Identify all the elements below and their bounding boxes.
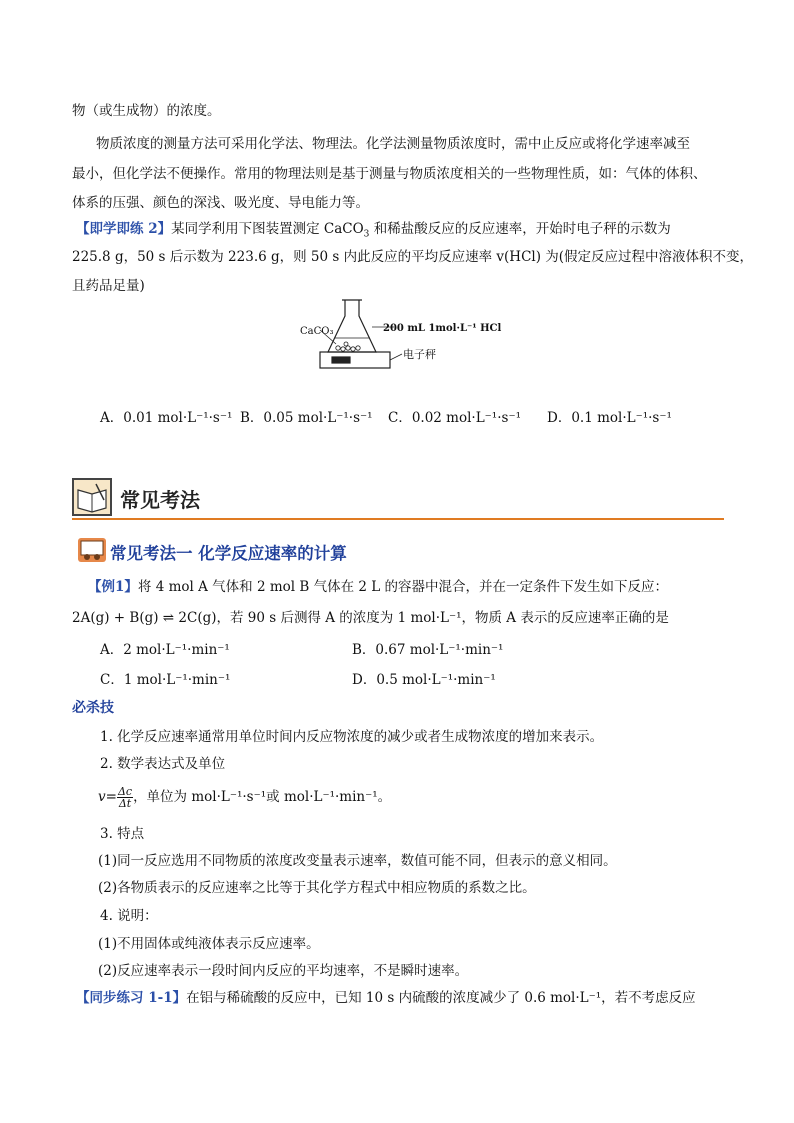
tips-point-1: 1. 化学反应速率通常用单位时间内反应物浓度的减少或者生成物浓度的增加来表示。 bbox=[100, 729, 604, 745]
tips-point-3-2: (2)各物质表示的反应速率之比等于其化学方程式中相应物质的系数之比。 bbox=[98, 880, 536, 896]
tips-formula bbox=[98, 785, 391, 809]
section-title: 常见考法 bbox=[120, 488, 200, 512]
tips-point-2: 2. 数学表达式及单位 bbox=[100, 756, 226, 772]
label-caco3: CaCO₃ bbox=[300, 326, 334, 337]
example1-option-a: A．2 mol·L⁻¹·min⁻¹ bbox=[100, 642, 230, 658]
exercise2-text-b: 和稀盐酸反应的反应速率，开始时电子秤的示数为 bbox=[369, 221, 671, 237]
tips-point-4: 4. 说明： bbox=[100, 908, 158, 924]
sync-exercise-line bbox=[76, 988, 696, 1008]
scale-icon bbox=[320, 352, 390, 368]
intro-line-1: 物（或生成物）的浓度。 bbox=[72, 103, 221, 119]
caco3-solid-icon bbox=[336, 342, 360, 351]
tips-point-4-2: (2)反应速率表示一段时间内反应的平均速率，不是瞬时速率。 bbox=[98, 963, 469, 979]
intro-line-3: 最小，但化学法不便操作。常用的物理法则是基于测量与物质浓度相关的一些物理性质，如：气体的体积、 bbox=[72, 166, 707, 182]
teacher-icon bbox=[78, 538, 106, 562]
label-scale: 电子秤 bbox=[403, 348, 436, 361]
label-hcl: 200 mL 1mol·L⁻¹ HCl bbox=[383, 323, 502, 334]
exercise2-tag: 【即学即练 2】 bbox=[76, 221, 172, 237]
example1-option-c: C．1 mol·L⁻¹·min⁻¹ bbox=[100, 672, 231, 688]
exercise2-option-c: C．0.02 mol·L⁻¹·s⁻¹ bbox=[388, 410, 521, 426]
example1-line-1 bbox=[88, 577, 668, 597]
formula-units: ，单位为 mol·L⁻¹·s⁻¹或 mol·L⁻¹·min⁻¹。 bbox=[133, 789, 392, 805]
tips-title: 必杀技 bbox=[72, 700, 114, 716]
apparatus-figure bbox=[290, 294, 520, 378]
formula-fraction bbox=[117, 786, 133, 809]
exercise2-line-1 bbox=[76, 219, 671, 239]
exercise2-text-a: 某同学利用下图装置测定 CaCO bbox=[171, 221, 364, 237]
tips-point-3-1: (1)同一反应选用不同物质的浓度改变量表示速率，数值可能不同，但表示的意义相同。 bbox=[98, 853, 617, 869]
example1-line-2: 2A(g) + B(g) ⇌ 2C(g)，若 90 s 后测得 A 的浓度为 1 mol·L⁻¹，物质 A 表示的反应速率正确的是 bbox=[72, 610, 669, 626]
formula-numerator: Δc bbox=[117, 785, 133, 798]
section-heading bbox=[72, 478, 724, 520]
exercise2-option-d: D．0.1 mol·L⁻¹·s⁻¹ bbox=[547, 410, 672, 426]
subsection-title: 常见考法一 化学反应速率的计算 bbox=[110, 544, 347, 563]
example1-option-d: D．0.5 mol·L⁻¹·min⁻¹ bbox=[352, 672, 496, 688]
sync-exercise-text: 在铝与稀硫酸的反应中，已知 10 s 内硫酸的浓度减少了 0.6 mol·L⁻¹，若不考虑反应 bbox=[186, 990, 696, 1006]
exercise2-sub: 3 bbox=[363, 229, 370, 240]
exercise2-option-b: B．0.05 mol·L⁻¹·s⁻¹ bbox=[240, 410, 373, 426]
flask-icon bbox=[328, 300, 376, 352]
tips-point-3: 3. 特点 bbox=[100, 826, 145, 842]
intro-line-2: 物质浓度的测量方法可采用化学法、物理法。化学法测量物质浓度时，需中止反应或将化学速率减至 bbox=[96, 136, 690, 152]
example1-option-b: B．0.67 mol·L⁻¹·min⁻¹ bbox=[352, 642, 504, 658]
intro-line-4: 体系的压强、颜色的深浅、吸光度、导电能力等。 bbox=[72, 195, 369, 211]
tips-point-4-1: (1)不用固体或纯液体表示反应速率。 bbox=[98, 936, 320, 952]
exercise2-option-a: A．0.01 mol·L⁻¹·s⁻¹ bbox=[100, 410, 233, 426]
book-icon bbox=[72, 478, 112, 516]
formula-v: v= bbox=[98, 789, 117, 805]
example1-text: 将 4 mol A 气体和 2 mol B 气体在 2 L 的容器中混合，并在一定条件下发生如下反应： bbox=[137, 579, 669, 595]
exercise2-line-2: 225.8 g，50 s 后示数为 223.6 g，则 50 s 内此反应的平均反应速率 v(HCl) 为(假定反应过程中溶液体积不变， bbox=[72, 249, 754, 265]
sync-exercise-tag: 【同步练习 1-1】 bbox=[76, 990, 187, 1006]
example1-tag: 【例1】 bbox=[88, 579, 138, 595]
exercise2-line-3: 且药品足量) bbox=[72, 278, 145, 294]
formula-denominator: Δt bbox=[118, 797, 132, 810]
